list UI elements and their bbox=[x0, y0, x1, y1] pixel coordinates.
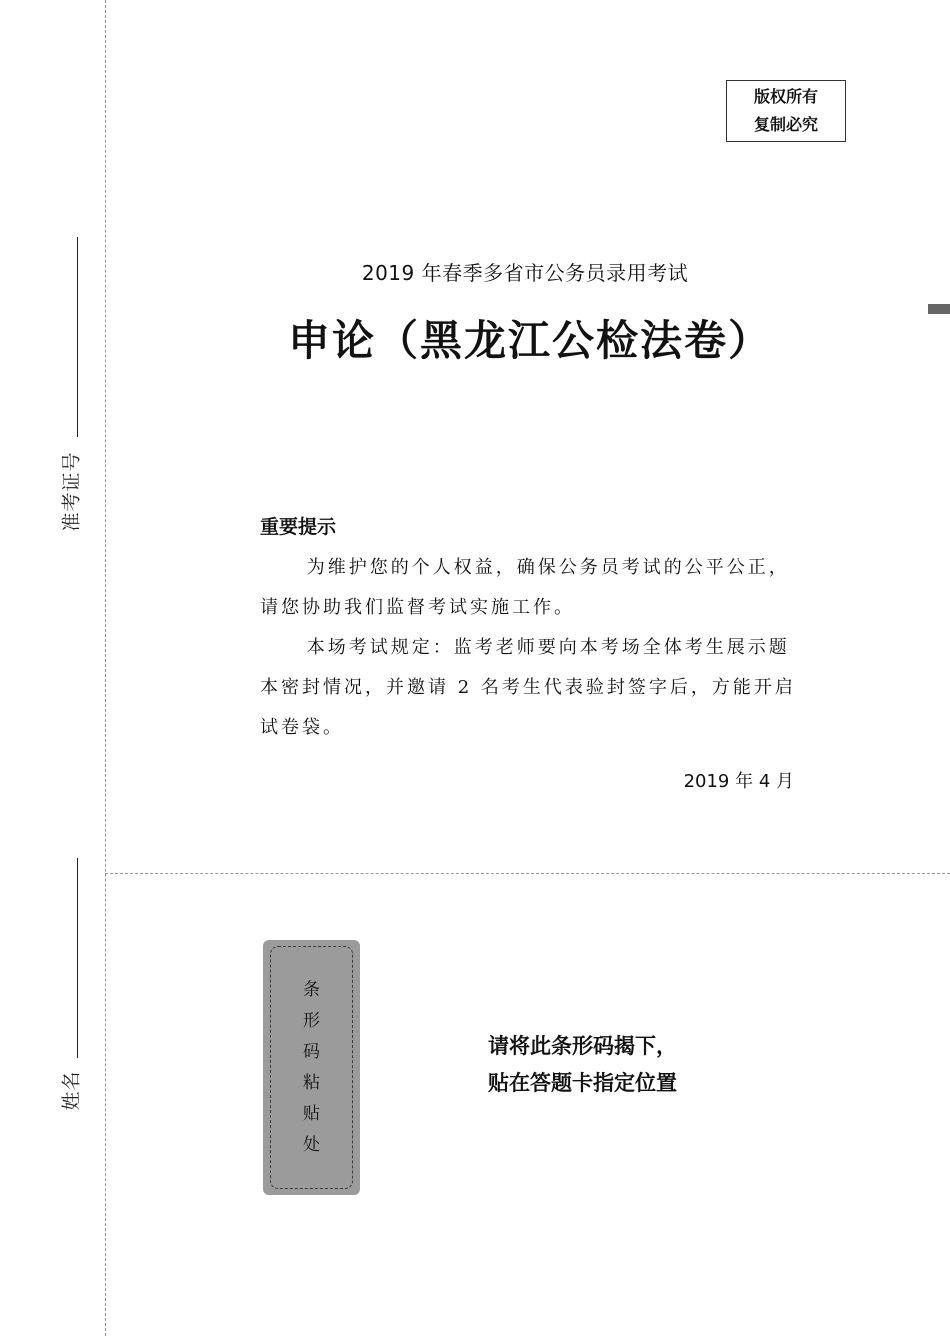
barcode-label-char: 处 bbox=[303, 1134, 320, 1155]
barcode-instruction bbox=[488, 1028, 677, 1102]
exam-title: 申论（黑龙江公检法卷） bbox=[287, 316, 772, 365]
exam-subtitle: 2019 年春季多省市公务员录用考试 bbox=[361, 261, 689, 285]
copyright-line2: 复制必究 bbox=[753, 115, 818, 134]
notice-paragraph-2: 本场考试规定：监考老师要向本考场全体考生展示题本密封情况，并邀请 2 名考生代表验封签字后，方能开启试卷袋。 bbox=[260, 637, 796, 738]
notice-date: 2019 年 4 月 bbox=[683, 771, 794, 792]
tear-line bbox=[105, 873, 950, 874]
barcode-label-char: 形 bbox=[303, 1010, 320, 1031]
barcode-dashed-border bbox=[270, 946, 353, 1189]
copyright-line1: 版权所有 bbox=[753, 87, 818, 106]
barcode-label-char: 条 bbox=[303, 979, 320, 1000]
barcode-label-char: 码 bbox=[303, 1041, 320, 1062]
barcode-sticker-area bbox=[263, 940, 360, 1195]
copyright-box bbox=[726, 80, 846, 142]
notice-body bbox=[260, 548, 800, 748]
barcode-instruction-line1: 请将此条形码揭下， bbox=[488, 1034, 677, 1058]
name-label: 姓名 bbox=[60, 1070, 83, 1111]
binding-fold-line bbox=[105, 0, 106, 1336]
notice-paragraph-1: 为维护您的个人权益，确保公务员考试的公平公正，请您协助我们监督考试实施工作。 bbox=[260, 557, 790, 618]
ticket-number-label: 准考证号 bbox=[60, 451, 83, 532]
barcode-label-char: 贴 bbox=[303, 1103, 320, 1124]
notice-heading: 重要提示 bbox=[260, 516, 337, 538]
barcode-instruction-line2: 贴在答题卡指定位置 bbox=[488, 1071, 677, 1095]
barcode-label-char: 粘 bbox=[303, 1072, 320, 1093]
name-underline bbox=[77, 858, 78, 1058]
